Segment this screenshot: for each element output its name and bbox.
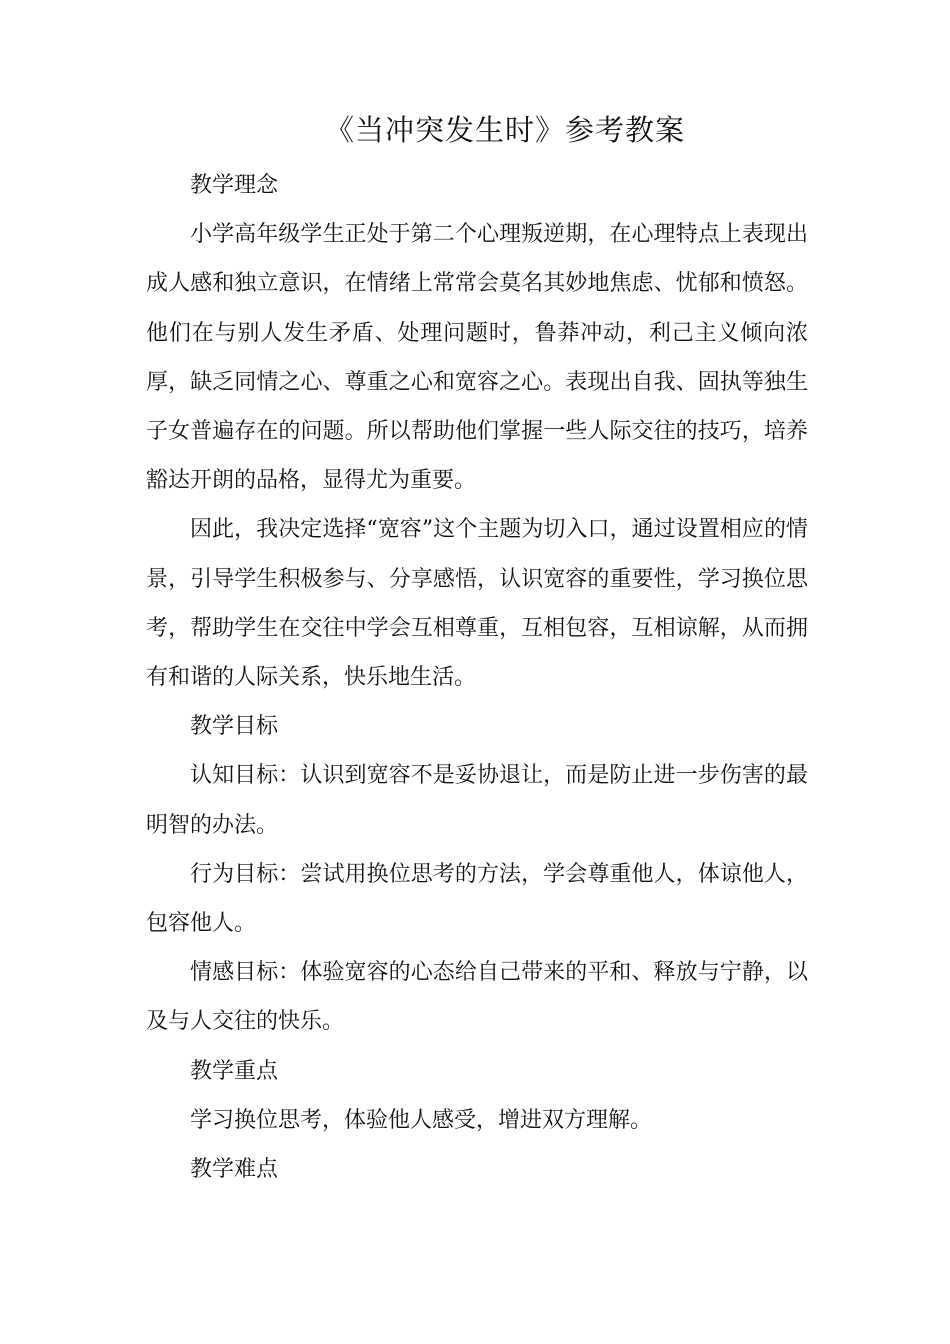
paragraph-student-characteristics: 小学高年级学生正处于第二个心理叛逆期，在心理特点上表现出成人感和独立意识，在情绪上常常会莫名其妙地焦虑、忧郁和愤怒。他们在与别人发生矛盾、处理问题时，鲁莽冲动，利己主义倾向浓厚，缺乏同情之心、尊重之心和宽容之心。表现出自我、固执等独生子女普遍存在的问题。所以帮助他们掌握一些人际交往的技巧，培养豁达开朗的品格，显得尤为重要。 [146, 222, 808, 494]
paragraph-theme-choice: 因此，我决定选择“宽容”这个主题为切入口，通过设置相应的情景，引导学生积极参与、分享感悟，认识宽容的重要性，学习换位思考，帮助学生在交往中学会互相尊重，互相包容，互相谅解，从而拥有和谐的人际关系，快乐地生活。 [146, 517, 808, 691]
heading-difficult-points: 教学难点 [190, 1157, 279, 1183]
heading-key-points: 教学重点 [190, 1058, 279, 1084]
paragraph-key-points: 学习换位思考，体验他人感受，增进双方理解。 [190, 1107, 653, 1133]
paragraph-emotional-goal: 情感目标：体验宽容的心态给自己带来的平和、释放与宁静，以及与人交往的快乐。 [146, 960, 808, 1035]
heading-teaching-philosophy: 教学理念 [190, 173, 279, 198]
heading-teaching-goals: 教学目标 [190, 714, 279, 740]
document-body [146, 161, 808, 1194]
paragraph-behavior-goal: 行为目标：尝试用换位思考的方法，学会尊重他人，体谅他人，包容他人。 [146, 861, 808, 937]
document-title: 《当冲突发生时》参考教案 [324, 113, 685, 147]
paragraph-cognitive-goal: 认知目标：认识到宽容不是妥协退让，而是防止进一步伤害的最明智的办法。 [146, 763, 808, 838]
